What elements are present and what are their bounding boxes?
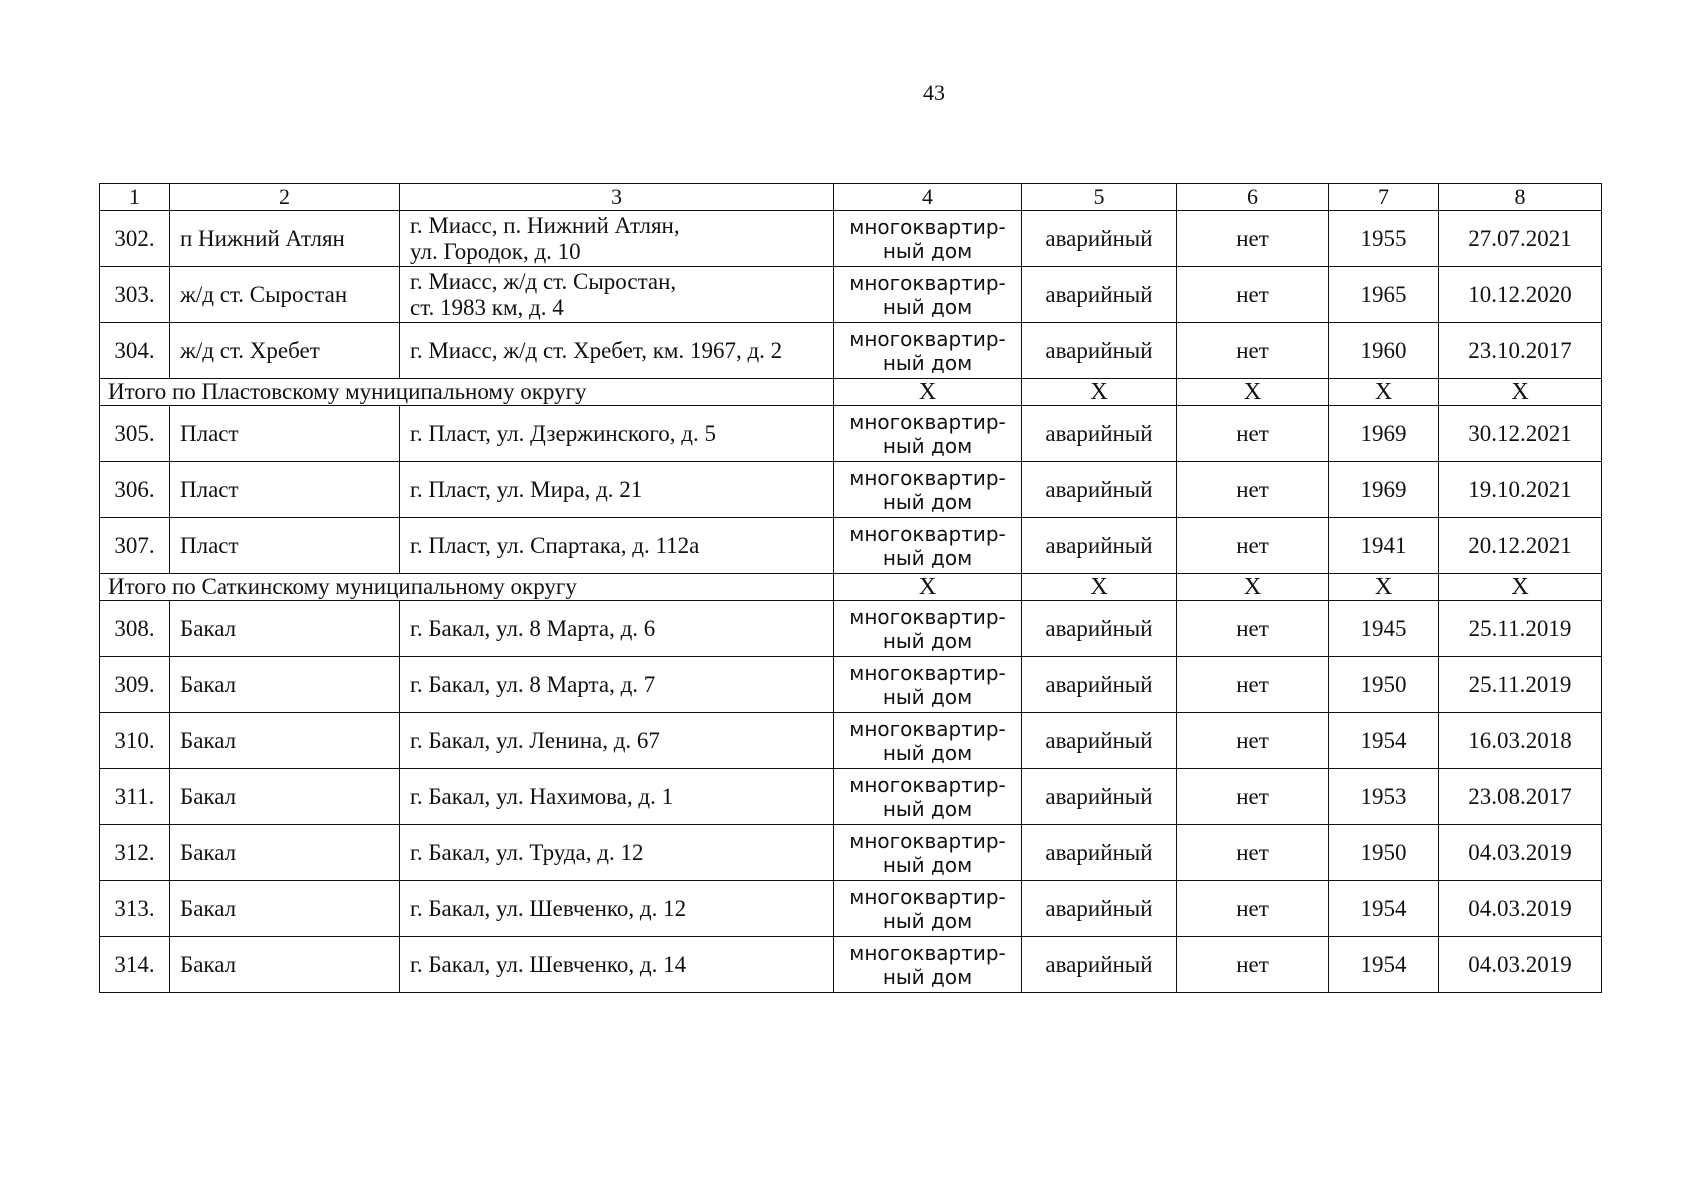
status-cell: аварийный [1022,713,1177,769]
flag-cell: нет [1177,713,1329,769]
row-number: 314. [100,937,170,993]
building-type-cell [834,769,1022,825]
status-cell: аварийный [1022,881,1177,937]
date-cell: 25.11.2019 [1439,657,1602,713]
building-type-line: многоквартир- [849,409,1006,434]
flag-cell: нет [1177,937,1329,993]
flag-cell: нет [1177,211,1329,267]
year-cell: 1950 [1329,825,1439,881]
address-cell [400,518,834,574]
address-line: г. Бакал, ул. Шевченко, д. 12 [410,895,687,921]
status-cell: аварийный [1022,323,1177,379]
building-type-line: ный дом [882,796,973,821]
status-cell: аварийный [1022,601,1177,657]
date-cell: 30.12.2021 [1439,406,1602,462]
table-row [100,406,1602,462]
table-body [100,184,1602,993]
address-line: г. Пласт, ул. Дзержинского, д. 5 [410,420,716,446]
building-type-line: ный дом [882,684,973,709]
table-row [100,267,1602,323]
subtotal-label: Итого по Саткинскому муниципальному округу [100,574,834,601]
building-type-line: многоквартир- [849,521,1006,546]
flag-cell: нет [1177,462,1329,518]
address-line: г. Бакал, ул. Труда, д. 12 [410,839,644,865]
row-number: 304. [100,323,170,379]
address-cell [400,462,834,518]
building-type-cell [834,267,1022,323]
year-cell: 1941 [1329,518,1439,574]
locality-cell: Бакал [170,881,400,937]
locality-cell: Бакал [170,769,400,825]
address-cell [400,267,834,323]
address-cell [400,601,834,657]
status-cell: аварийный [1022,211,1177,267]
subtotal-x-mark: X [1329,379,1439,406]
status-cell: аварийный [1022,657,1177,713]
row-number: 312. [100,825,170,881]
table-row [100,518,1602,574]
date-cell: 23.08.2017 [1439,769,1602,825]
building-type-line: ный дом [882,238,973,263]
status-cell: аварийный [1022,518,1177,574]
building-type-line: ный дом [882,433,973,458]
date-cell: 04.03.2019 [1439,937,1602,993]
table-row [100,601,1602,657]
subtotal-x-mark: X [834,379,1022,406]
page-number: 43 [923,80,945,105]
flag-cell: нет [1177,406,1329,462]
address-line: г. Бакал, ул. 8 Марта, д. 7 [410,671,656,697]
year-cell: 1969 [1329,406,1439,462]
subtotal-row [100,379,1602,406]
subtotal-x-mark: X [1022,379,1177,406]
subtotal-x-mark: X [834,574,1022,601]
year-cell: 1950 [1329,657,1439,713]
building-type-cell [834,323,1022,379]
row-number: 303. [100,267,170,323]
date-cell: 20.12.2021 [1439,518,1602,574]
date-cell: 19.10.2021 [1439,462,1602,518]
year-cell: 1955 [1329,211,1439,267]
column-header: 3 [400,184,834,211]
year-cell: 1965 [1329,267,1439,323]
housing-registry-table [99,183,1602,993]
building-type-line: ный дом [882,628,973,653]
locality-cell: Бакал [170,825,400,881]
date-cell: 04.03.2019 [1439,825,1602,881]
year-cell: 1969 [1329,462,1439,518]
table-row [100,713,1602,769]
subtotal-x-mark: X [1022,574,1177,601]
address-line: г. Миасс, ж/д ст. Сыростан, [410,268,677,294]
building-type-cell [834,406,1022,462]
status-cell: аварийный [1022,406,1177,462]
column-header: 6 [1177,184,1329,211]
row-number: 305. [100,406,170,462]
building-type-cell [834,881,1022,937]
table-row [100,769,1602,825]
status-cell: аварийный [1022,769,1177,825]
building-type-line: многоквартир- [849,326,1006,351]
address-cell [400,881,834,937]
building-type-line: ный дом [882,740,973,765]
flag-cell: нет [1177,825,1329,881]
building-type-line: многоквартир- [849,214,1006,239]
building-type-cell [834,657,1022,713]
status-cell: аварийный [1022,825,1177,881]
locality-cell: п Нижний Атлян [170,211,400,267]
date-cell: 27.07.2021 [1439,211,1602,267]
address-line: г. Миасс, ж/д ст. Хребет, км. 1967, д. 2 [410,337,783,363]
locality-cell: Бакал [170,713,400,769]
address-cell [400,406,834,462]
date-cell: 10.12.2020 [1439,267,1602,323]
address-cell [400,713,834,769]
building-type-line: многоквартир- [849,716,1006,741]
building-type-cell [834,937,1022,993]
table-row [100,211,1602,267]
locality-cell: Бакал [170,601,400,657]
table-row [100,825,1602,881]
building-type-cell [834,601,1022,657]
flag-cell: нет [1177,881,1329,937]
table-row [100,323,1602,379]
building-type-cell [834,713,1022,769]
building-type-line: многоквартир- [849,828,1006,853]
date-cell: 25.11.2019 [1439,601,1602,657]
date-cell: 04.03.2019 [1439,881,1602,937]
status-cell: аварийный [1022,937,1177,993]
table-row [100,462,1602,518]
building-type-line: ный дом [882,489,973,514]
row-number: 311. [100,769,170,825]
building-type-cell [834,825,1022,881]
row-number: 310. [100,713,170,769]
locality-cell: Пласт [170,518,400,574]
subtotal-x-mark: X [1329,574,1439,601]
year-cell: 1960 [1329,323,1439,379]
locality-cell: Бакал [170,657,400,713]
address-cell [400,323,834,379]
table-row [100,881,1602,937]
locality-cell: ж/д ст. Сыростан [170,267,400,323]
address-line: г. Бакал, ул. Ленина, д. 67 [410,727,660,753]
subtotal-x-mark: X [1439,574,1602,601]
row-number: 307. [100,518,170,574]
date-cell: 23.10.2017 [1439,323,1602,379]
building-type-line: ный дом [882,908,973,933]
building-type-cell [834,462,1022,518]
column-header: 4 [834,184,1022,211]
address-cell [400,211,834,267]
locality-cell: ж/д ст. Хребет [170,323,400,379]
column-header: 1 [100,184,170,211]
subtotal-row [100,574,1602,601]
address-line: г. Пласт, ул. Мира, д. 21 [410,476,643,502]
address-line: г. Пласт, ул. Спартака, д. 112а [410,532,700,558]
year-cell: 1954 [1329,937,1439,993]
address-line: ул. Городок, д. 10 [410,238,581,264]
column-number-header-row [100,184,1602,211]
table-row [100,657,1602,713]
row-number: 308. [100,601,170,657]
address-cell [400,937,834,993]
building-type-line: многоквартир- [849,604,1006,629]
column-header: 5 [1022,184,1177,211]
building-type-line: ный дом [882,545,973,570]
address-line: г. Бакал, ул. Нахимова, д. 1 [410,783,674,809]
building-type-line: многоквартир- [849,940,1006,965]
date-cell: 16.03.2018 [1439,713,1602,769]
column-header: 7 [1329,184,1439,211]
flag-cell: нет [1177,601,1329,657]
row-number: 302. [100,211,170,267]
flag-cell: нет [1177,267,1329,323]
year-cell: 1954 [1329,713,1439,769]
column-header: 2 [170,184,400,211]
building-type-line: ный дом [882,350,973,375]
subtotal-label: Итого по Пластовскому муниципальному округу [100,379,834,406]
row-number: 313. [100,881,170,937]
building-type-line: многоквартир- [849,465,1006,490]
building-type-cell [834,211,1022,267]
flag-cell: нет [1177,323,1329,379]
building-type-line: ный дом [882,294,973,319]
subtotal-x-mark: X [1177,379,1329,406]
column-header: 8 [1439,184,1602,211]
address-cell [400,825,834,881]
flag-cell: нет [1177,518,1329,574]
address-line: г. Бакал, ул. 8 Марта, д. 6 [410,615,656,641]
year-cell: 1953 [1329,769,1439,825]
flag-cell: нет [1177,657,1329,713]
status-cell: аварийный [1022,462,1177,518]
address-cell [400,657,834,713]
flag-cell: нет [1177,769,1329,825]
address-cell [400,769,834,825]
row-number: 306. [100,462,170,518]
status-cell: аварийный [1022,267,1177,323]
locality-cell: Бакал [170,937,400,993]
table-row [100,937,1602,993]
building-type-cell [834,518,1022,574]
locality-cell: Пласт [170,406,400,462]
building-type-line: многоквартир- [849,884,1006,909]
address-line: ст. 1983 км, д. 4 [410,294,564,320]
building-type-line: многоквартир- [849,270,1006,295]
locality-cell: Пласт [170,462,400,518]
year-cell: 1954 [1329,881,1439,937]
building-type-line: многоквартир- [849,660,1006,685]
row-number: 309. [100,657,170,713]
building-type-line: многоквартир- [849,772,1006,797]
year-cell: 1945 [1329,601,1439,657]
building-type-line: ный дом [882,964,973,989]
subtotal-x-mark: X [1177,574,1329,601]
building-type-line: ный дом [882,852,973,877]
address-line: г. Бакал, ул. Шевченко, д. 14 [410,951,687,977]
address-line: г. Миасс, п. Нижний Атлян, [410,212,680,238]
subtotal-x-mark: X [1439,379,1602,406]
